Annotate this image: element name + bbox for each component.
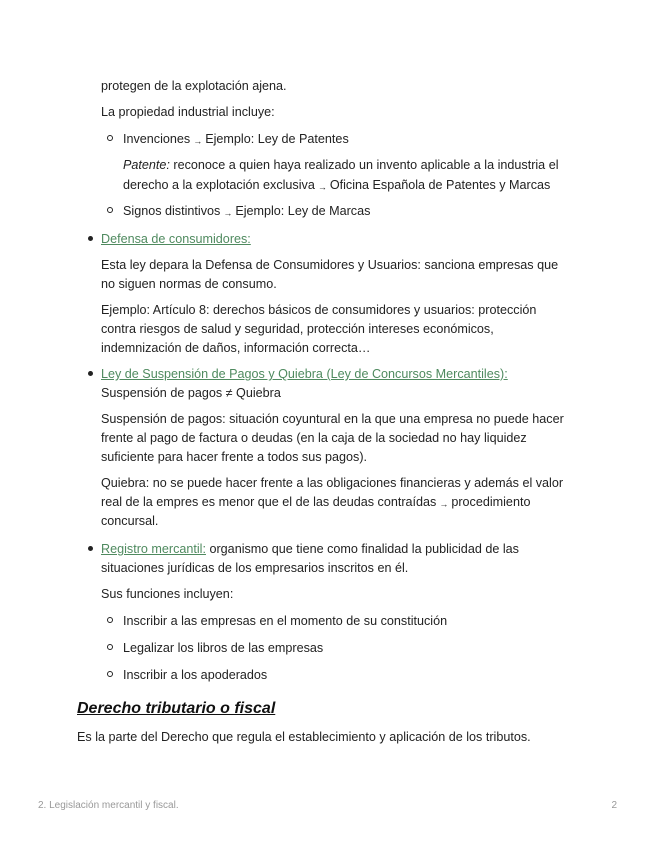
inventions-item bbox=[123, 129, 583, 151]
bankruptcy-link[interactable]: Ley de Suspensión de Pagos y Quiebra (Ley de Concursos Mercantiles): bbox=[101, 367, 508, 381]
patent-definition-line-2 bbox=[123, 175, 583, 197]
circle-bullet-icon bbox=[107, 617, 113, 623]
bankruptcy-neq-line: Suspensión de pagos ≠ Quiebra bbox=[101, 386, 281, 400]
circle-bullet-icon bbox=[107, 207, 113, 213]
arrow-right-icon: → bbox=[193, 136, 203, 146]
inventions-example: Ejemplo: Ley de Patentes bbox=[205, 132, 349, 146]
patent-text-1: reconoce a quien haya realizado un invento aplicable a la industria el bbox=[169, 158, 559, 172]
inventions-label: Invenciones bbox=[123, 132, 191, 146]
bankruptcy-p2-line-2b: procedimiento bbox=[451, 495, 531, 509]
registry-functions-intro: Sus funciones incluyen: bbox=[101, 587, 234, 601]
intro-tail-text: protegen de la explotación ajena. bbox=[101, 79, 287, 93]
circle-bullet-icon bbox=[107, 644, 113, 650]
consumers-heading bbox=[101, 229, 581, 249]
consumers-p1-line-2: no siguen normas de consumo. bbox=[101, 277, 277, 291]
arrow-right-icon: → bbox=[439, 499, 449, 509]
bankruptcy-p2-line-3: concursal. bbox=[101, 514, 159, 528]
signs-item bbox=[123, 201, 583, 223]
registry-function-item: Inscribir a los apoderados bbox=[123, 668, 268, 682]
bankruptcy-p1-line-1: Suspensión de pagos: situación coyuntural en la que una empresa no puede hacer bbox=[101, 412, 564, 426]
disc-bullet-icon bbox=[88, 546, 93, 551]
consumers-p2-line-2: contra riesgos de salud y seguridad, protección intereses económicos, bbox=[101, 322, 494, 336]
industrial-intro-text: La propiedad industrial incluye: bbox=[101, 105, 275, 119]
arrow-right-icon: → bbox=[317, 182, 327, 192]
disc-bullet-icon bbox=[88, 371, 93, 376]
bankruptcy-heading bbox=[101, 364, 581, 384]
registry-line-1-rest: organismo que tiene como finalidad la publicidad de las bbox=[205, 542, 519, 556]
consumers-link[interactable]: Defensa de consumidores: bbox=[101, 232, 251, 246]
bankruptcy-p1-line-3: suficiente para hacer frente a todos sus pagos). bbox=[101, 450, 368, 464]
arrow-right-icon: → bbox=[223, 208, 233, 218]
registry-link[interactable]: Registro mercantil: bbox=[101, 542, 206, 556]
circle-bullet-icon bbox=[107, 671, 113, 677]
bankruptcy-p2-line-1: Quiebra: no se puede hacer frente a las obligaciones financieras y además el valor bbox=[101, 476, 564, 490]
disc-bullet-icon bbox=[88, 236, 93, 241]
registry-function-item: Legalizar los libros de las empresas bbox=[123, 641, 324, 655]
consumers-p2-line-1: Ejemplo: Artículo 8: derechos básicos de consumidores y usuarios: protección bbox=[101, 303, 537, 317]
patent-definition-line-1 bbox=[123, 155, 583, 175]
footer-chapter-title: 2. Legislación mercantil y fiscal. bbox=[38, 800, 179, 811]
tax-text: Es la parte del Derecho que regula el establecimiento y aplicación de los tributos. bbox=[77, 730, 531, 744]
registry-line-2: situaciones jurídicas de los empresarios inscritos en él. bbox=[101, 561, 409, 575]
patent-text-3: Oficina Española de Patentes y Marcas bbox=[329, 178, 551, 192]
bankruptcy-p2-line-2a: real de la empres es menor que el de las deudas contraídas bbox=[101, 495, 437, 509]
bankruptcy-p1-line-2: frente al pago de factura o deudas (en la caja de la sociedad no hay liquidez bbox=[101, 431, 527, 445]
patent-text-2: derecho a la explotación exclusiva bbox=[123, 178, 315, 192]
registry-function-item: Inscribir a las empresas en el momento de su constitución bbox=[123, 614, 448, 628]
signs-label: Signos distintivos bbox=[123, 204, 221, 218]
signs-example: Ejemplo: Ley de Marcas bbox=[235, 204, 371, 218]
patent-term: Patente: bbox=[123, 158, 170, 172]
tax-heading: Derecho tributario o fiscal bbox=[77, 700, 276, 717]
footer-page-number: 2 bbox=[611, 800, 617, 811]
consumers-p2-line-3: indemnización de daños, información correcta… bbox=[101, 341, 371, 355]
consumers-p1-line-1: Esta ley depara la Defensa de Consumidores y Usuarios: sanciona empresas que bbox=[101, 258, 559, 272]
circle-bullet-icon bbox=[107, 135, 113, 141]
registry-line-1 bbox=[101, 539, 581, 559]
